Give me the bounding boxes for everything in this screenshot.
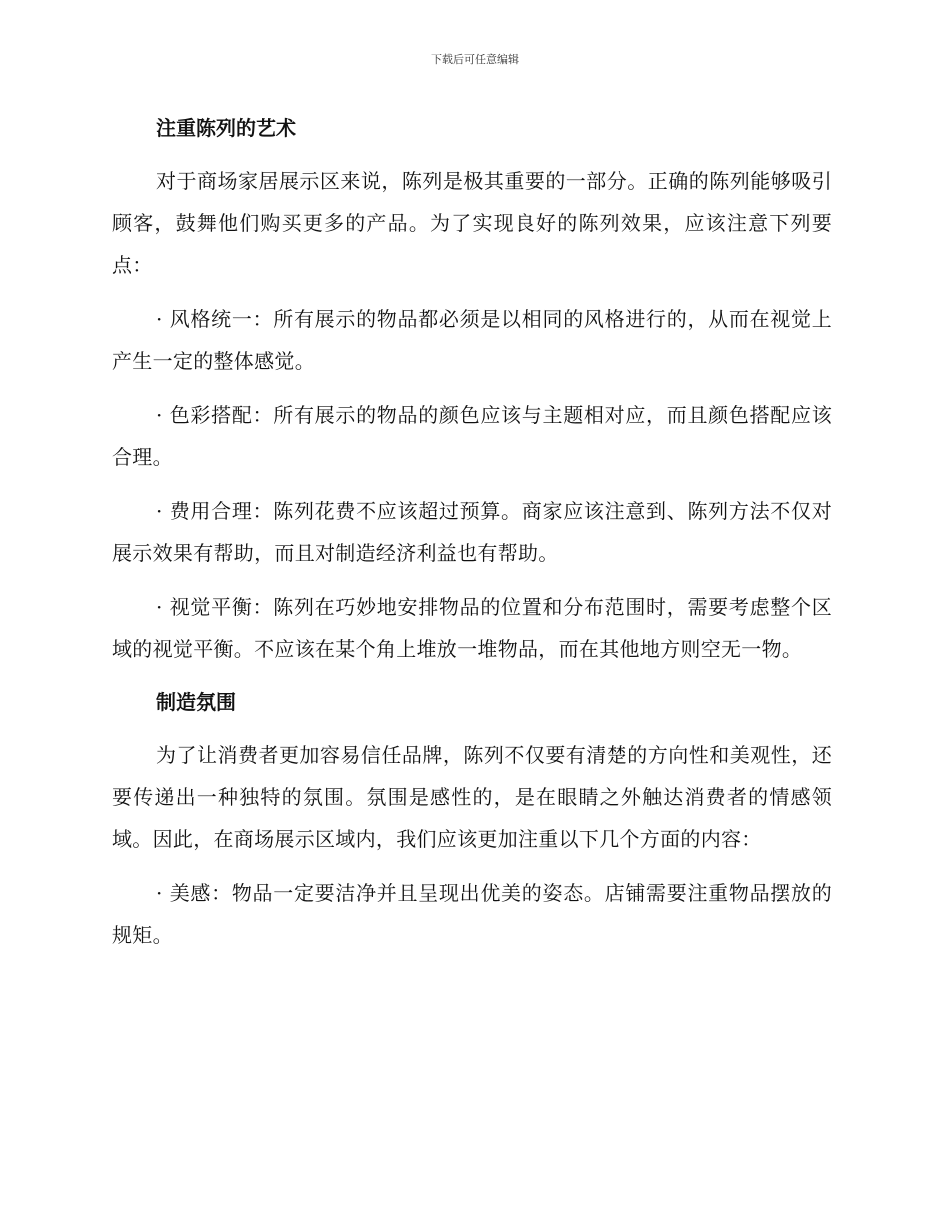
document-body [112, 108, 832, 968]
bullet-color-matching: · 色彩搭配：所有展示的物品的颜色应该与主题相对应，而且颜色搭配应该合理。 [112, 403, 832, 469]
intro-paragraph: 为了让消费者更加容易信任品牌，陈列不仅要有清楚的方向性和美观性，还要传递出一种独特的氛围。氛围是感性的，是在眼睛之外触达消费者的情感领域。因此，在商场展示区域内，我们应该更加注重以下几个方面的内容： [112, 743, 832, 851]
section-heading: 制造氛围 [156, 690, 236, 714]
bullet-visual-balance: · 视觉平衡：陈列在巧妙地安排物品的位置和分布范围时，需要考虑整个区域的视觉平衡。不应该在某个角上堆放一堆物品，而在其他地方则空无一物。 [112, 595, 832, 661]
section-display-art [112, 108, 832, 670]
bullet-reasonable-cost: · 费用合理：陈列花费不应该超过预算。商家应该注意到、陈列方法不仅对展示效果有帮助，而且对制造经济利益也有帮助。 [112, 499, 832, 565]
section-heading: 注重陈列的艺术 [156, 116, 296, 140]
intro-paragraph: 对于商场家居展示区来说，陈列是极其重要的一部分。正确的陈列能够吸引顾客，鼓舞他们购买更多的产品。为了实现良好的陈列效果，应该注意下列要点： [112, 169, 832, 277]
page-header-note: 下载后可任意编辑 [431, 53, 519, 66]
bullet-aesthetics: · 美感：物品一定要洁净并且呈现出优美的姿态。店铺需要注重物品摆放的规矩。 [112, 881, 832, 947]
section-create-atmosphere [112, 682, 832, 956]
bullet-style-unity: · 风格统一：所有展示的物品都必须是以相同的风格进行的，从而在视觉上产生一定的整体感觉。 [112, 307, 832, 373]
